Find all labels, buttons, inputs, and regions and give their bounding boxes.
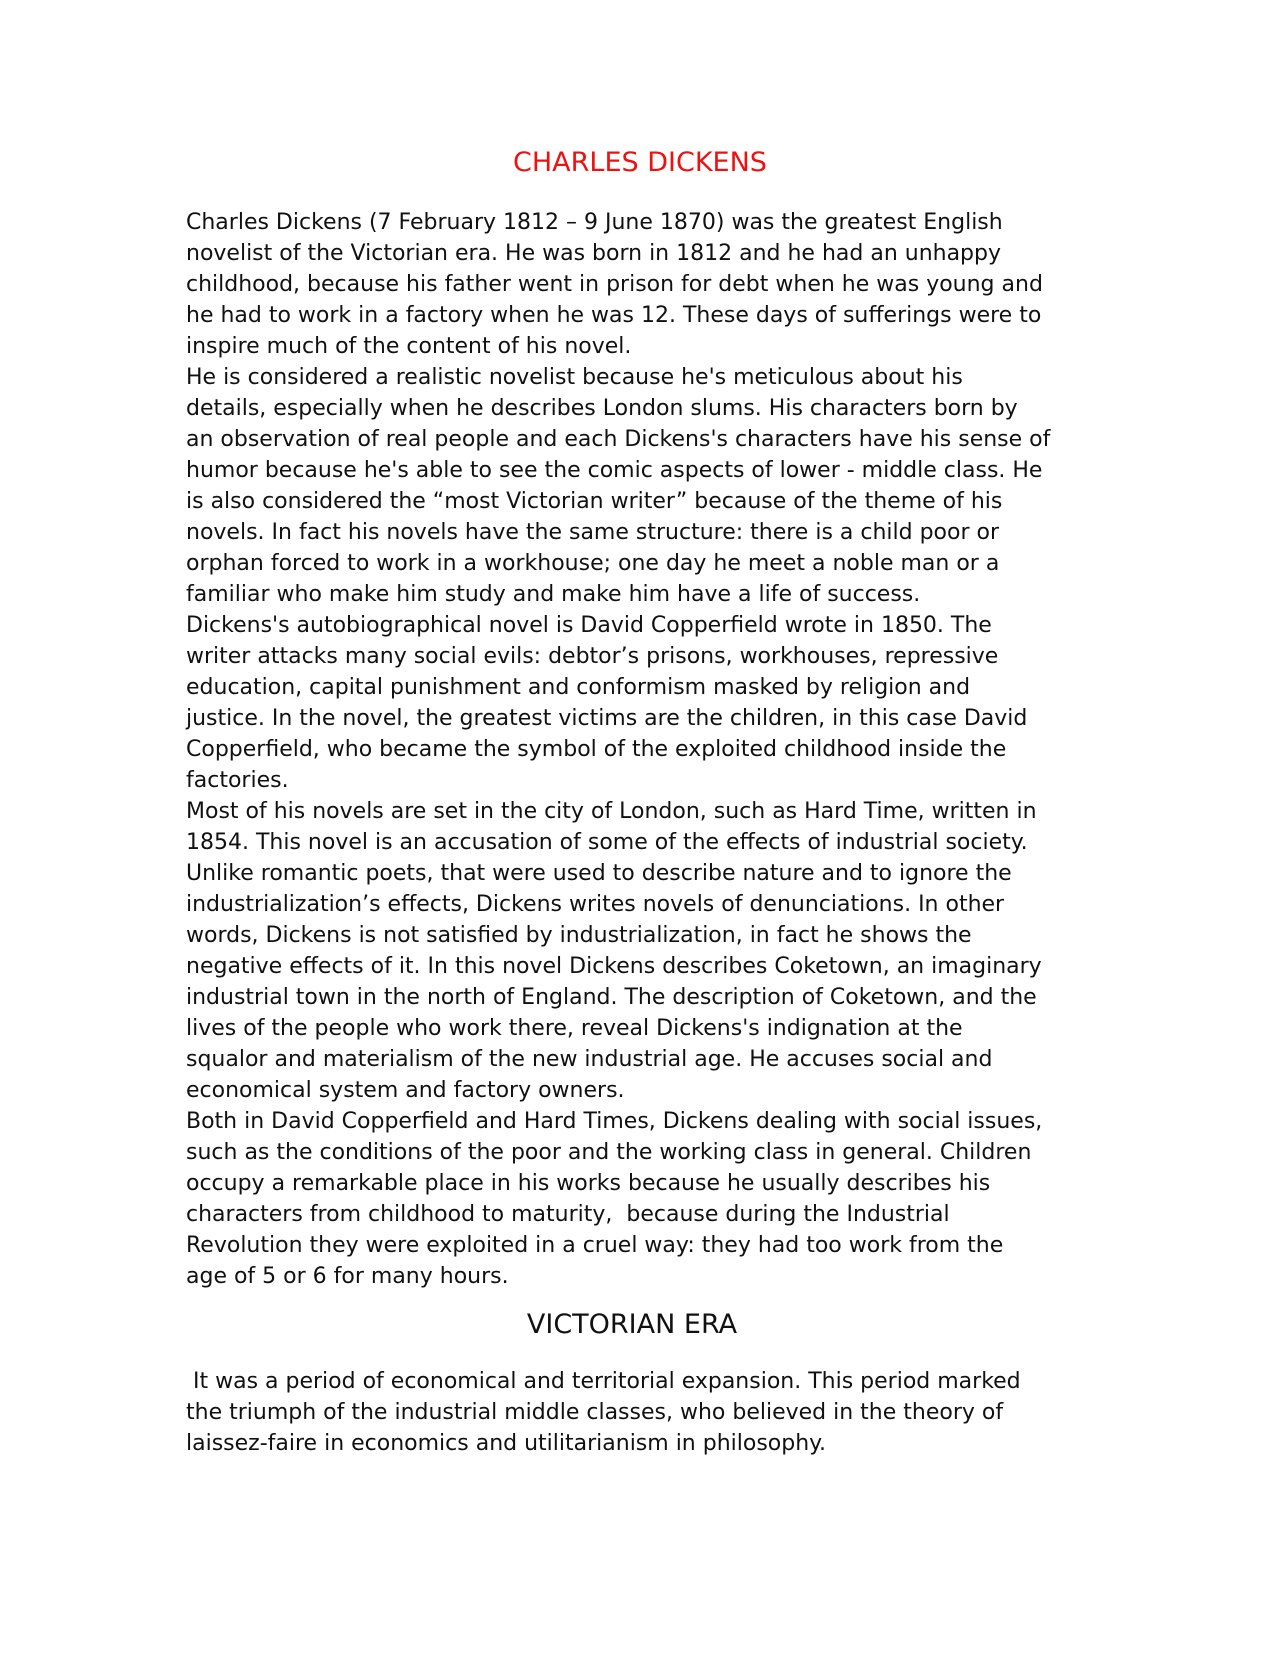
text-line: such as the conditions of the poor and the working class in general. Children bbox=[186, 1140, 1032, 1165]
text-line: inspire much of the content of his novel. bbox=[186, 334, 632, 359]
text-line: familiar who make him study and make him have a life of success. bbox=[186, 582, 921, 607]
text-line: the triumph of the industrial middle classes, who believed in the theory of bbox=[186, 1400, 1004, 1425]
text-line: humor because he's able to see the comic aspects of lower - middle class. He bbox=[186, 458, 1043, 483]
text-line: justice. In the novel, the greatest victims are the children, in this case David bbox=[186, 706, 1028, 731]
text-line: Unlike romantic poets, that were used to describe nature and to ignore the bbox=[186, 861, 1012, 886]
text-line: Revolution they were exploited in a cruel way: they had too work from the bbox=[186, 1233, 1004, 1258]
text-line: industrialization’s effects, Dickens writes novels of denunciations. In other bbox=[186, 892, 1005, 917]
body-text bbox=[186, 207, 1116, 1292]
text-line: negative effects of it. In this novel Dickens describes Coketown, an imaginary bbox=[186, 954, 1042, 979]
page-title: CHARLES DICKENS bbox=[513, 147, 767, 178]
text-line: Most of his novels are set in the city of London, such as Hard Time, written in bbox=[186, 799, 1037, 824]
text-line: words, Dickens is not satisfied by industrialization, in fact he shows the bbox=[186, 923, 972, 948]
section-text bbox=[186, 1366, 1116, 1459]
text-line: It was a period of economical and territorial expansion. This period marked bbox=[186, 1369, 1021, 1394]
text-line: characters from childhood to maturity, because during the Industrial bbox=[186, 1202, 950, 1227]
text-line: novelist of the Victorian era. He was born in 1812 and he had an unhappy bbox=[186, 241, 1002, 266]
text-line: Dickens's autobiographical novel is David Copperfield wrote in 1850. The bbox=[186, 613, 992, 638]
text-line: education, capital punishment and conformism masked by religion and bbox=[186, 675, 971, 700]
text-line: occupy a remarkable place in his works because he usually describes his bbox=[186, 1171, 991, 1196]
text-line: novels. In fact his novels have the same structure: there is a child poor or bbox=[186, 520, 1000, 545]
text-line: is also considered the “most Victorian writer” because of the theme of his bbox=[186, 489, 1003, 514]
text-line: Both in David Copperfield and Hard Times, Dickens dealing with social issues, bbox=[186, 1109, 1043, 1134]
text-line: lives of the people who work there, reveal Dickens's indignation at the bbox=[186, 1016, 963, 1041]
text-line: industrial town in the north of England. The description of Coketown, and the bbox=[186, 985, 1037, 1010]
text-line: Charles Dickens (7 February 1812 – 9 June 1870) was the greatest English bbox=[186, 210, 1003, 235]
text-line: writer attacks many social evils: debtor’s prisons, workhouses, repressive bbox=[186, 644, 999, 669]
text-line: economical system and factory owners. bbox=[186, 1078, 625, 1103]
text-line: an observation of real people and each Dickens's characters have his sense of bbox=[186, 427, 1051, 452]
text-line: laissez-faire in economics and utilitarianism in philosophy. bbox=[186, 1431, 827, 1456]
section-title: VICTORIAN ERA bbox=[526, 1309, 738, 1340]
text-line: childhood, because his father went in prison for debt when he was young and bbox=[186, 272, 1043, 297]
text-line: details, especially when he describes London slums. His characters born by bbox=[186, 396, 1018, 421]
text-line: squalor and materialism of the new industrial age. He accuses social and bbox=[186, 1047, 993, 1072]
text-line: age of 5 or 6 for many hours. bbox=[186, 1264, 509, 1289]
text-line: he had to work in a factory when he was 12. These days of sufferings were to bbox=[186, 303, 1042, 328]
text-line: orphan forced to work in a workhouse; one day he meet a noble man or a bbox=[186, 551, 1000, 576]
text-line: 1854. This novel is an accusation of some of the effects of industrial society. bbox=[186, 830, 1028, 855]
text-line: He is considered a realistic novelist because he's meticulous about his bbox=[186, 365, 963, 390]
text-line: factories. bbox=[186, 768, 289, 793]
text-line: Copperfield, who became the symbol of the exploited childhood inside the bbox=[186, 737, 1007, 762]
